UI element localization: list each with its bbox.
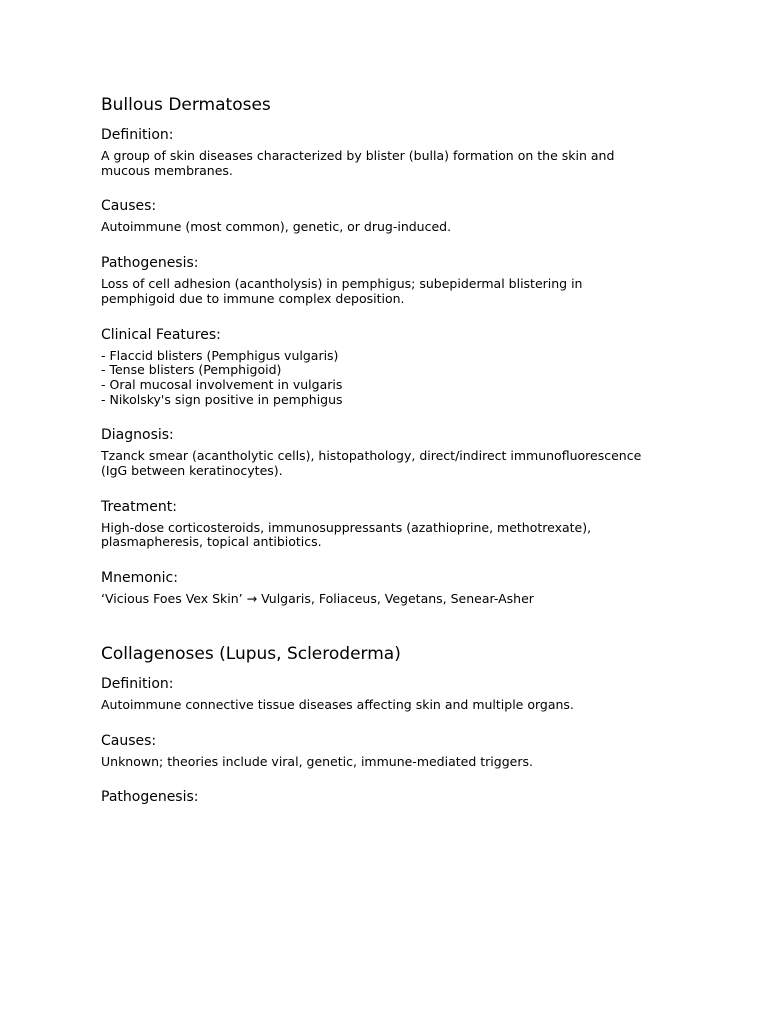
clinical-features-block	[101, 325, 681, 408]
block-label: Causes:	[101, 732, 157, 749]
block-label: Diagnosis:	[101, 427, 174, 444]
block-text: Unknown; theories include viral, genetic, immune-mediated triggers.	[101, 753, 533, 769]
diagnosis-block	[101, 425, 681, 478]
block-text: Loss of cell adhesion (acantholysis) in pemphigus; subepidermal blistering in pemphigoid due to immune complex deposition.	[101, 276, 583, 306]
block-text: A group of skin diseases characterized by blister (bulla) formation on the skin and mucous membranes.	[101, 148, 615, 178]
pathogenesis-block	[101, 787, 681, 807]
document-page	[101, 93, 681, 825]
block-text: ‘Vicious Foes Vex Skin’ → Vulgaris, Foliaceus, Vegetans, Senear-Asher	[101, 591, 534, 607]
section-bullous-dermatoses	[101, 93, 681, 607]
block-label: Pathogenesis:	[101, 789, 199, 806]
section-title: Collagenoses (Lupus, Scleroderma)	[101, 643, 401, 664]
pathogenesis-block	[101, 253, 681, 306]
block-label: Mnemonic:	[101, 570, 178, 587]
block-label: Treatment:	[101, 498, 177, 515]
block-label: Definition:	[101, 127, 174, 143]
definition-block	[101, 674, 681, 713]
definition-block	[101, 125, 681, 178]
block-label: Causes:	[101, 198, 157, 215]
treatment-block	[101, 497, 681, 550]
section-title: Bullous Dermatoses	[101, 95, 271, 115]
section-collagenoses	[101, 642, 681, 807]
block-label: Definition:	[101, 675, 174, 692]
block-text: - Flaccid blisters (Pemphigus vulgaris) - Tense blisters (Pemphigoid) - Oral mucosal involvement in vulgaris - Nikolsky's sign positive in pemphigus	[101, 347, 343, 407]
block-text: Autoimmune (most common), genetic, or drug-induced.	[101, 219, 452, 235]
block-text: Tzanck smear (acantholytic cells), histopathology, direct/indirect immunofluorescence (IgG between keratinocytes).	[101, 448, 642, 479]
block-label: Pathogenesis:	[101, 255, 199, 272]
block-text: High-dose corticosteroids, immunosuppressants (azathioprine, methotrexate), plasmapheresis, topical antibiotics.	[101, 519, 592, 550]
block-label: Clinical Features:	[101, 326, 221, 343]
causes-block	[101, 196, 681, 235]
block-text: Autoimmune connective tissue diseases affecting skin and multiple organs.	[101, 696, 574, 712]
mnemonic-block	[101, 568, 681, 607]
causes-block	[101, 731, 681, 770]
